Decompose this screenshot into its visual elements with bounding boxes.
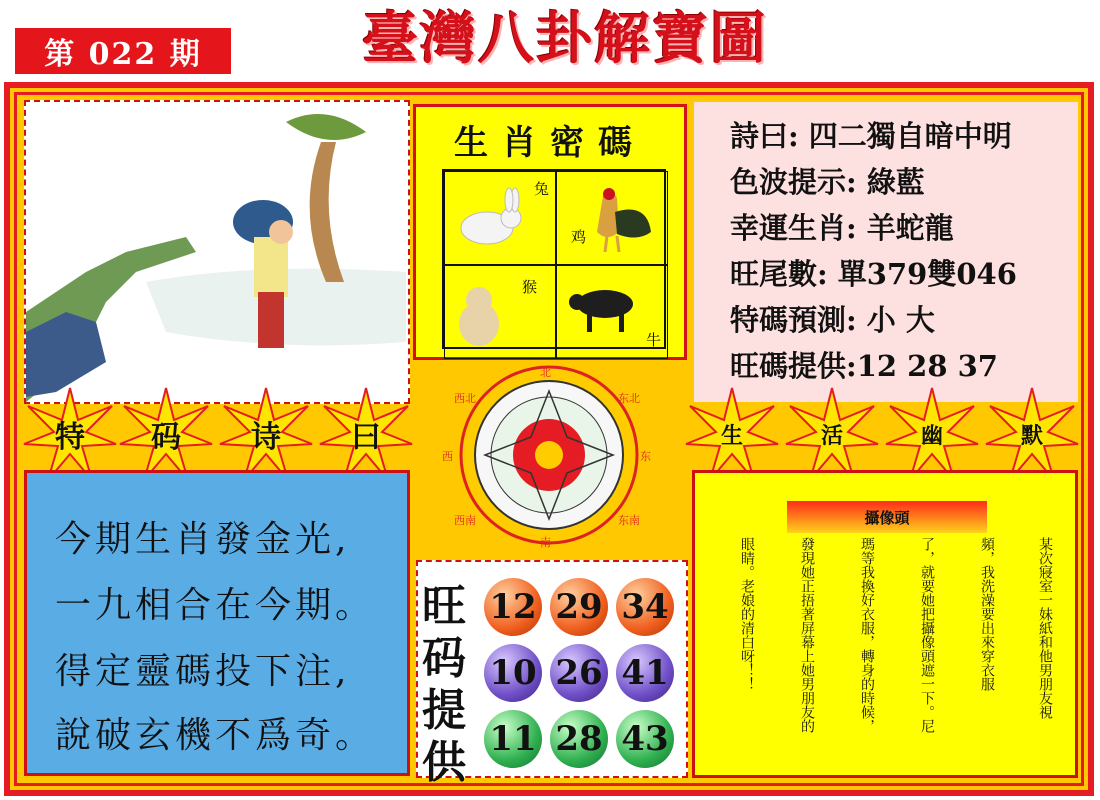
number-ball: 43 <box>616 710 674 768</box>
number-ball: 12 <box>484 578 542 636</box>
info-wave: 色波提示: 綠藍 <box>730 165 925 199</box>
star-text: 活 <box>820 422 843 449</box>
compass-label-west: 西 <box>442 450 453 463</box>
story-column: 頻，我洗澡要出來穿衣服 <box>979 537 995 691</box>
number-ball: 11 <box>484 710 542 768</box>
compass-label-south: 南 <box>540 536 551 549</box>
monkey-icon <box>445 266 555 354</box>
zodiac-cell-ox <box>556 265 668 359</box>
illustration-panel <box>24 100 410 404</box>
page-title: 臺灣八卦解寶圖 <box>362 6 768 72</box>
star-text: 曰 <box>351 420 381 455</box>
star-badge <box>784 386 880 482</box>
zodiac-grid <box>442 169 666 349</box>
compass-label-southeast: 东南 <box>618 514 640 527</box>
info-tail-numbers: 旺尾數: 單379雙046 <box>730 257 1017 291</box>
story-column: 眼睛。老娘的清白呀！！ <box>739 537 755 691</box>
poem-line: 得定靈碼投下注, <box>55 651 351 692</box>
number-ball: 29 <box>550 578 608 636</box>
lucky-label-char: 提 <box>422 685 466 736</box>
bagua-compass <box>440 364 658 549</box>
info-panel <box>694 102 1078 402</box>
star-badge <box>118 386 214 482</box>
star-text: 码 <box>151 420 181 455</box>
info-special-prediction: 特碼預測: 小 大 <box>730 303 935 337</box>
zodiac-label-rooster: 鸡 <box>571 228 587 246</box>
lucky-numbers-panel <box>416 560 688 788</box>
star-text: 默 <box>1020 422 1043 449</box>
lucky-label-char: 供 <box>422 737 466 788</box>
zodiac-label-monkey: 猴 <box>521 278 537 296</box>
zodiac-cell-monkey <box>444 265 556 359</box>
number-ball: 26 <box>550 644 608 702</box>
issue-number: 第 022 期 <box>15 28 231 74</box>
poem-line: 一九相合在今期。 <box>55 585 376 626</box>
star-badge <box>22 386 118 482</box>
number-ball: 28 <box>550 710 608 768</box>
star-text: 幽 <box>920 422 943 449</box>
zodiac-label-ox: 牛 <box>645 331 661 349</box>
star-text: 特 <box>55 420 85 455</box>
story-column: 了，就要她把攝像頭遮一下。尼 <box>919 537 935 733</box>
story-column: 某次寢室一妹紙和他男朋友視 <box>1037 537 1053 719</box>
zodiac-code-title: 生肖密碼 <box>454 123 646 163</box>
poem-panel <box>24 470 410 776</box>
star-badge <box>318 386 414 482</box>
lucky-label-char: 旺 <box>422 581 466 632</box>
star-badge <box>884 386 980 482</box>
lucky-label-char: 码 <box>422 633 466 684</box>
star-badge <box>684 386 780 482</box>
number-ball: 34 <box>616 578 674 636</box>
compass-label-southwest: 西南 <box>454 514 476 527</box>
star-badge <box>218 386 314 482</box>
story-column: 發現她正捂著屏幕上她男朋友的 <box>799 537 815 733</box>
story-column: 瑪等我換好衣服，轉身的時候， <box>859 537 875 733</box>
compass-label-east: 东 <box>640 450 651 463</box>
number-ball: 10 <box>484 644 542 702</box>
zodiac-label-rabbit: 兔 <box>533 180 549 198</box>
info-poem: 詩曰: 四二獨自暗中明 <box>730 119 1012 153</box>
illustration-image <box>26 102 408 402</box>
compass-label-northeast: 东北 <box>618 392 640 405</box>
compass-label-north: 北 <box>540 366 551 379</box>
story-panel <box>692 470 1078 778</box>
compass-label-northwest: 西北 <box>454 392 476 405</box>
info-lucky-numbers: 旺碼提供:12 28 37 <box>730 349 998 383</box>
star-text: 诗 <box>251 420 281 455</box>
star-text: 生 <box>720 422 743 449</box>
zodiac-cell-rabbit <box>444 171 556 265</box>
poem-line: 說破玄機不爲奇。 <box>55 715 376 756</box>
zodiac-code-panel <box>413 104 687 360</box>
story-heading: 攝像頭 <box>787 501 987 533</box>
number-ball: 41 <box>616 644 674 702</box>
star-badge <box>984 386 1080 482</box>
info-lucky-zodiac: 幸運生肖: 羊蛇龍 <box>730 211 954 245</box>
zodiac-cell-rooster <box>556 171 668 265</box>
poem-line: 今期生肖發金光, <box>55 519 351 560</box>
